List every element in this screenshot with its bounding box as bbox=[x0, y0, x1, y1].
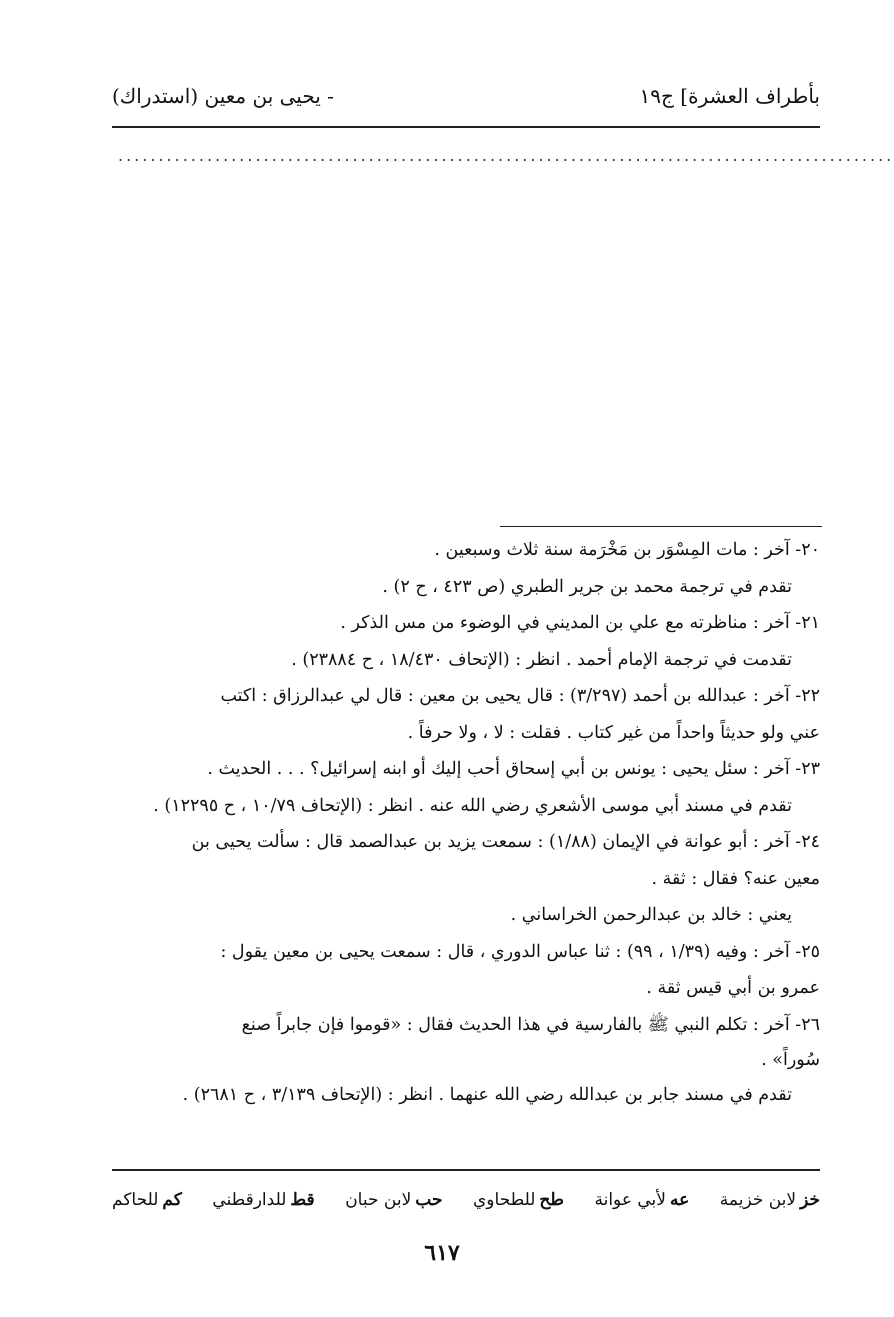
footnote-24-continued: معين عنه؟ فقال : ثقة . bbox=[651, 868, 820, 889]
legend-item bbox=[212, 1190, 314, 1210]
footnote-24-explanation: يعني : خالد بن عبدالرحمن الخراساني . bbox=[510, 905, 792, 925]
footnote-26-continued: سُوراً» . bbox=[761, 1050, 820, 1070]
legend-code: طح bbox=[539, 1190, 564, 1210]
legend-item bbox=[112, 1190, 182, 1210]
footnote-24: ٢٤- آخر : أبو عوانة في الإيمان (١/٨٨) : سمعت يزيد بن عبدالصمد قال : سألت يحيى بن bbox=[191, 832, 820, 852]
legend-item bbox=[720, 1190, 820, 1210]
footnotes bbox=[112, 532, 820, 1114]
footnote-21: ٢١- آخر : مناظرته مع علي بن المديني في الوضوء من مس الذكر . bbox=[340, 613, 820, 633]
footnote-separator bbox=[500, 526, 822, 527]
legend-code: خز bbox=[800, 1190, 820, 1210]
legend-code: حب bbox=[415, 1190, 443, 1210]
legend-text: للدارقطني bbox=[212, 1190, 287, 1210]
header-book-title: بأطراف العشرة] ج١٩ bbox=[639, 84, 820, 108]
abbreviation-legend bbox=[112, 1183, 820, 1217]
footnote-26: ٢٦- آخر : تكلم النبي ﷺ بالفارسية في هذا الحديث فقال : «قوموا فإن جابراً صنع bbox=[241, 1014, 820, 1035]
legend-rule bbox=[112, 1169, 820, 1171]
legend-item bbox=[345, 1190, 442, 1210]
footnote-23: ٢٣- آخر : سئل يحيى : يونس بن أبي إسحاق أحب إليك أو ابنه إسرائيل؟ . . . الحديث . bbox=[207, 759, 820, 779]
legend-code: قط bbox=[290, 1190, 315, 1210]
legend-text: للحاكم bbox=[112, 1190, 159, 1210]
footnote-20: ٢٠- آخر : مات المِسْوَر بن مَخْرَمة سنة ثلاث وسبعين . bbox=[434, 540, 820, 560]
footnote-22-continued: عني ولو حديثاً واحداً من غير كتاب . فقلت : لا ، ولا حرفاً . bbox=[407, 722, 820, 743]
footnote-25-continued: عمرو بن أبي قيس ثقة . bbox=[646, 978, 820, 998]
page-number: ٦١٧ bbox=[424, 1240, 460, 1266]
footnote-21-reference: تقدمت في ترجمة الإمام أحمد . انظر : (الإتحاف ١٨/٤٣٠ ، ح ٢٣٨٨٤) . bbox=[291, 649, 792, 670]
ellipsis-dots: ................................................................................................ bbox=[118, 146, 894, 165]
legend-code: كم bbox=[162, 1190, 182, 1210]
legend-text: لأبي عوانة bbox=[594, 1190, 666, 1210]
footnote-20-reference: تقدم في ترجمة محمد بن جرير الطبري (ص ٤٢٣ ، ح ٢) . bbox=[382, 576, 792, 597]
footnote-22: ٢٢- آخر : عبدالله بن أحمد (٣/٢٩٧) : قال يحيى بن معين : قال لي عبدالرزاق : اكتب bbox=[220, 686, 820, 706]
footnote-23-reference: تقدم في مسند أبي موسى الأشعري رضي الله عنه . انظر : (الإتحاف ١٠/٧٩ ، ح ١٢٢٩٥) . bbox=[153, 795, 792, 816]
legend-item bbox=[594, 1190, 689, 1210]
header-rule bbox=[112, 126, 820, 128]
legend-text: لابن حبان bbox=[345, 1190, 412, 1210]
legend-text: للطحاوي bbox=[473, 1190, 536, 1210]
legend-text: لابن خزيمة bbox=[719, 1190, 797, 1210]
footnote-26-reference: تقدم في مسند جابر بن عبدالله رضي الله عنهما . انظر : (الإتحاف ٣/١٣٩ ، ح ٢٦٨١) . bbox=[182, 1085, 792, 1105]
legend-item bbox=[473, 1190, 564, 1210]
footnote-25: ٢٥- آخر : وفيه (١/٣٩ ، ٩٩) : ثنا عباس الدوري ، قال : سمعت يحيى بن معين يقول : bbox=[220, 941, 820, 962]
header-section-title: - يحيى بن معين (استدراك) bbox=[112, 84, 334, 108]
running-header bbox=[112, 78, 820, 114]
legend-code: عه bbox=[669, 1190, 690, 1210]
